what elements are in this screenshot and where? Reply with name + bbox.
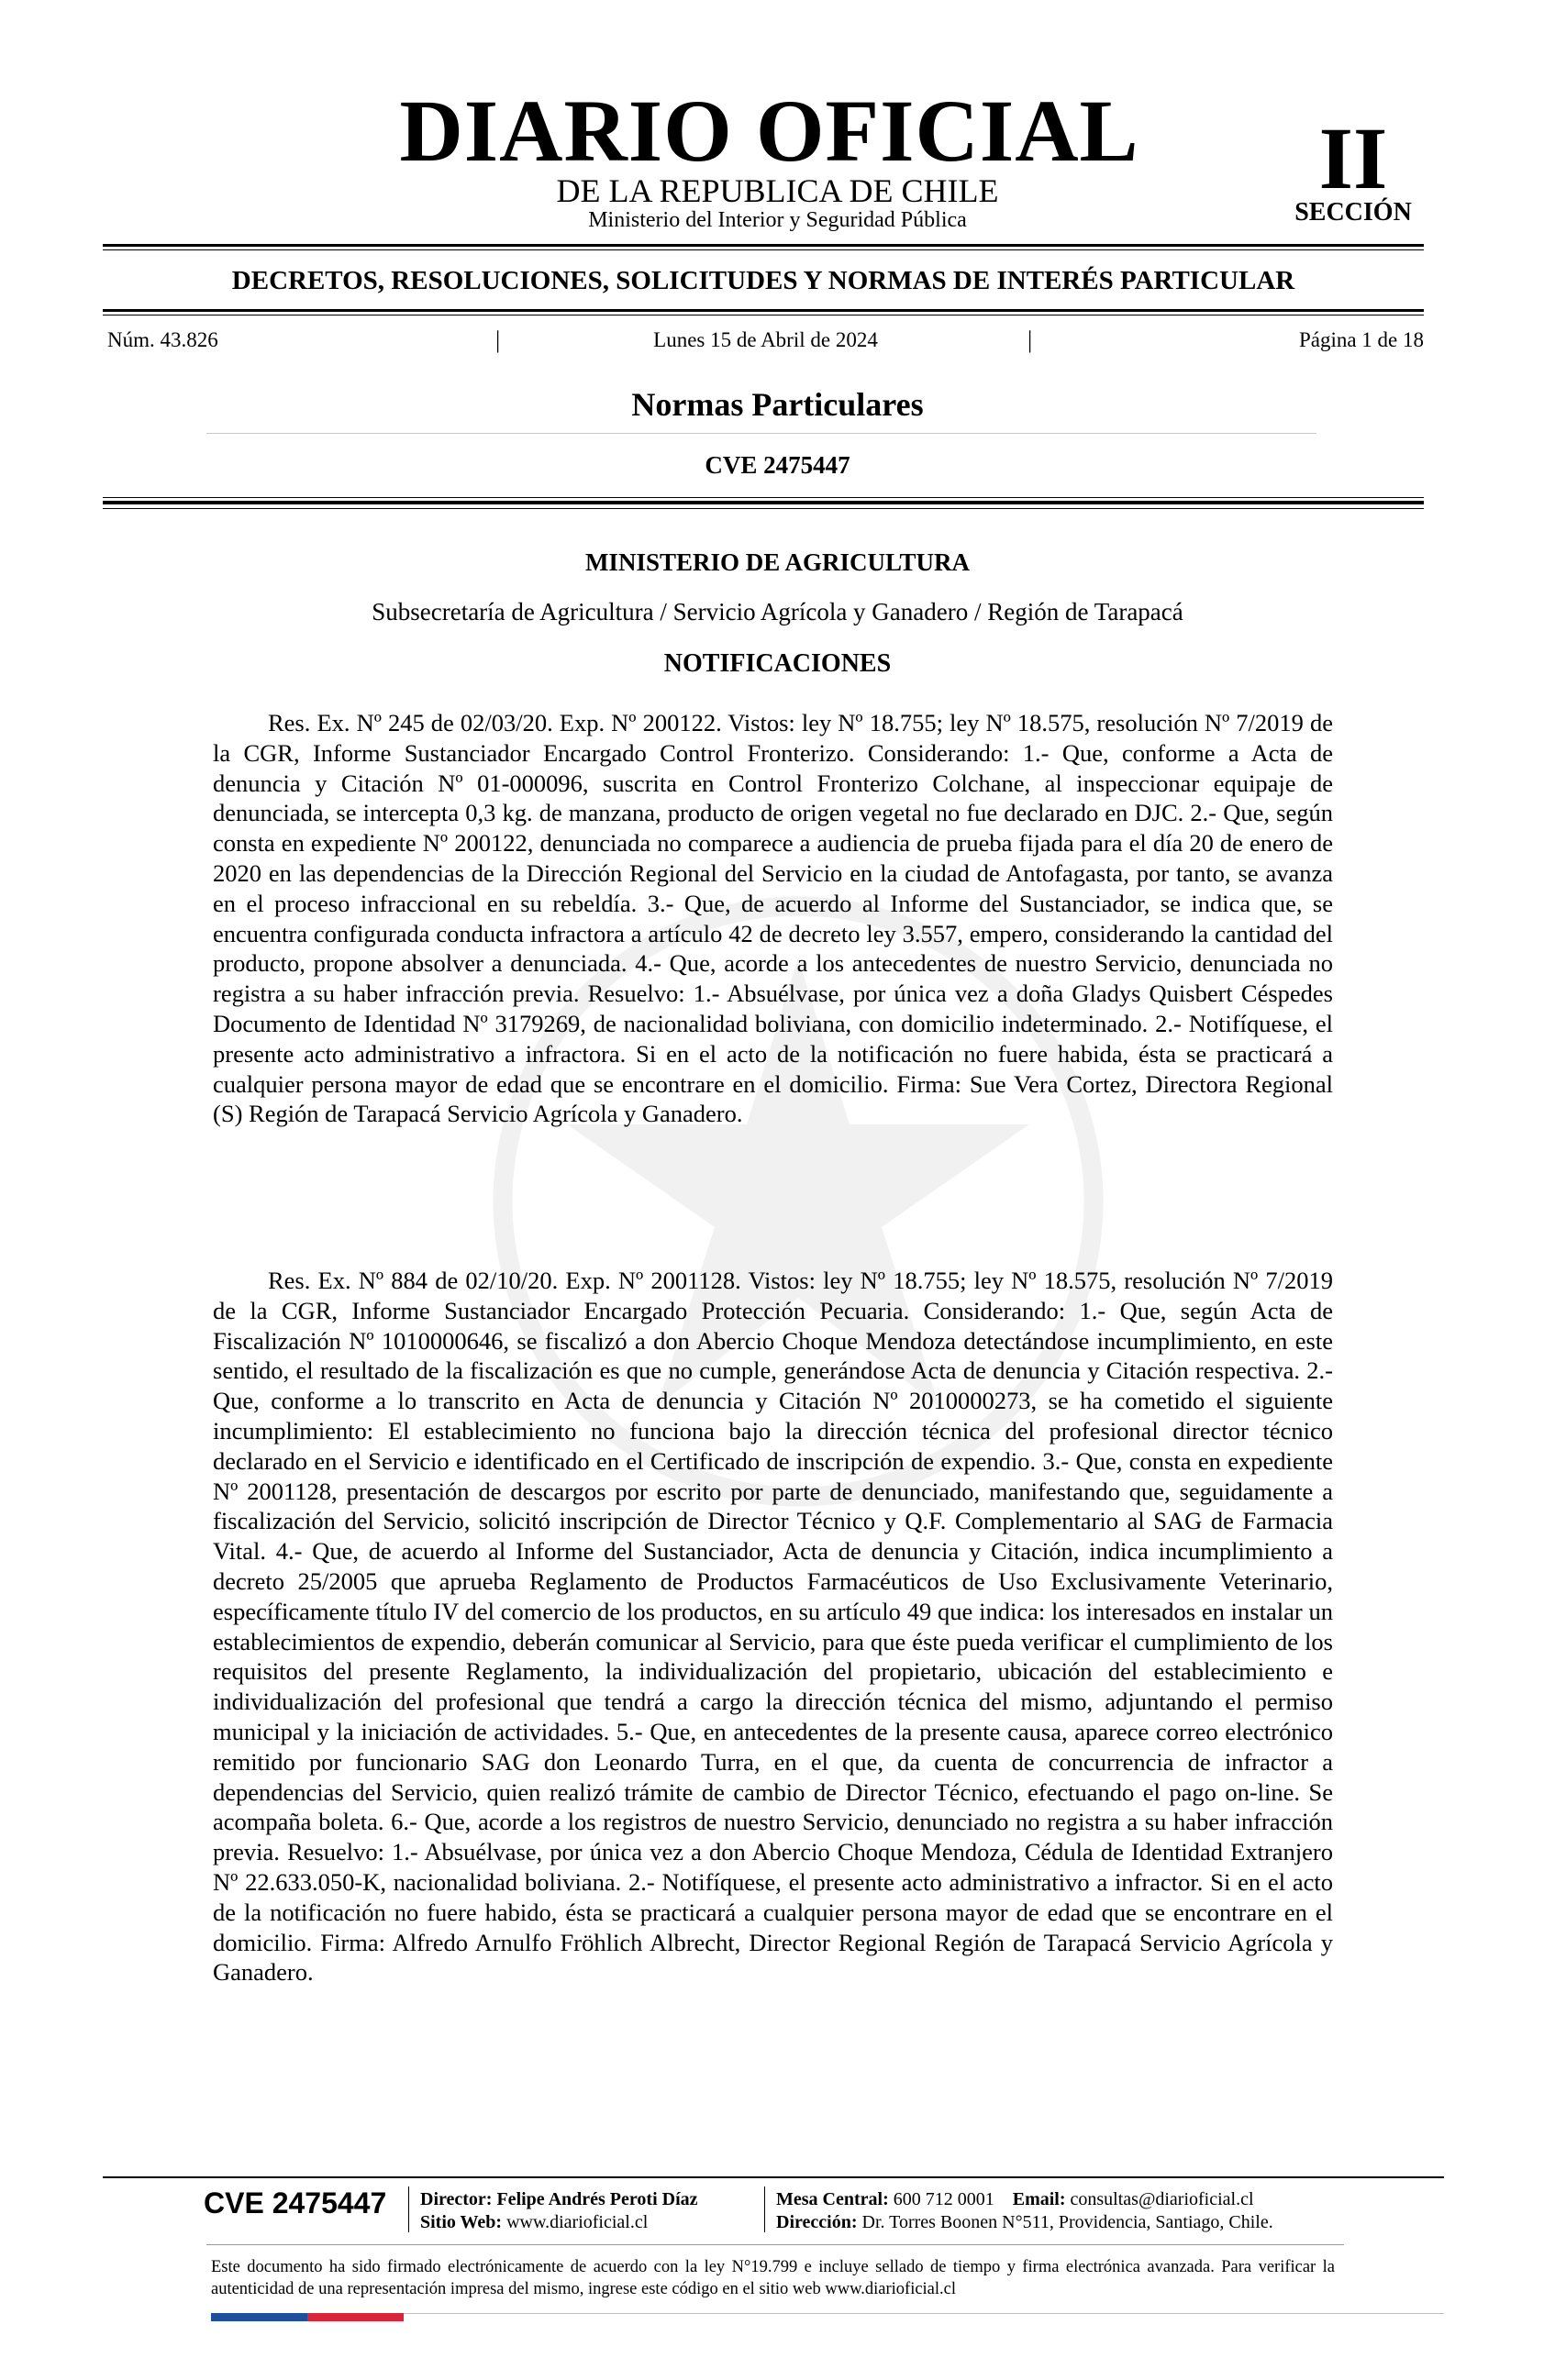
section-badge <box>1280 109 1427 227</box>
director-label: Director: <box>420 2189 493 2209</box>
flag-stripe <box>211 2309 404 2318</box>
website-link[interactable]: www.diarioficial.cl <box>506 2212 649 2232</box>
address-value: Dr. Torres Boonen N°511, Providencia, Santiago, Chile. <box>861 2212 1273 2232</box>
issue-info-row <box>107 328 1424 356</box>
newspaper-title: DIARIO OFICIAL <box>399 82 1139 180</box>
footer-rule <box>103 2176 1444 2178</box>
signature-notice: Este documento ha sido firmado electrónicamente de acuerdo con la ley N°19.799 e incluye sellado de tiempo y firma electrónica avanzada. Para verificar la autenticidad de una representación impresa del mismo, ingrese este código en el sitio web www.diarioficial.cl <box>211 2258 1335 2298</box>
section-divider <box>206 433 1316 434</box>
section-number: II <box>1318 109 1388 207</box>
masthead-rule-thick <box>103 244 1424 247</box>
section-label: SECCIÓN <box>1294 198 1412 227</box>
newspaper-ministry: Ministerio del Interior y Seguridad Pública <box>588 208 967 232</box>
footer-cve-code: CVE 2475447 <box>204 2186 387 2219</box>
cve-code: CVE 2475447 <box>705 451 850 479</box>
director-name: Felipe Andrés Peroti Díaz <box>496 2189 698 2209</box>
mesa-label: Mesa Central: <box>776 2189 889 2209</box>
newspaper-subtitle: DE LA REPUBLICA DE CHILE <box>556 172 999 209</box>
content-rule-thin <box>103 497 1424 498</box>
footer-director-block <box>420 2188 698 2234</box>
footer-divider <box>764 2186 765 2232</box>
banner-rule-thick <box>103 309 1424 312</box>
footer-subrule <box>206 2244 1344 2245</box>
footer-divider <box>408 2186 409 2232</box>
subsecretaria-line: Subsecretaría de Agricultura / Servicio Agrícola y Ganadero / Región de Tarapacá <box>372 598 1183 625</box>
email-label: Email: <box>1012 2189 1066 2209</box>
page-indicator: Página 1 de 18 <box>1298 328 1424 351</box>
issue-date: Lunes 15 de Abril de 2024 <box>653 328 878 351</box>
mesa-phone: 600 712 0001 <box>893 2189 994 2209</box>
section-banner: DECRETOS, RESOLUCIONES, SOLICITUDES Y NORMAS DE INTERÉS PARTICULAR <box>231 266 1295 295</box>
content-rule-thick <box>103 501 1424 504</box>
issue-number: Núm. 43.826 <box>107 328 218 351</box>
footer-grey-line <box>404 2313 1444 2314</box>
resolution-paragraph: Res. Ex. Nº 245 de 02/03/20. Exp. Nº 200122. Vistos: ley Nº 18.755; ley Nº 18.575, resolución Nº 7/2019 de la CGR, Informe Sustanciador Encargado Control Fronterizo. Considerando: 1.- Que, conforme a Acta de denuncia y Citación Nº 01-000096, suscrita en Control Fronterizo Colchane, al inspeccionar equipaje de denunciada, se intercepta 0,3 kg. de manzana, producto de origen vegetal no fue declarado en DJC. 2.- Que, según consta en expediente Nº 200122, denunciada no comparece a audiencia de prueba fijada para el día 20 de enero de 2020 en las dependencias de la Dirección Regional del Servicio en la ciudad de Antofagasta, por tanto, se avanza en el proceso infraccional en su rebeldía. 3.- Que, de acuerdo al Informe del Sustanciador, se indica que, se encuentra configurada conducta infractora a artículo 42 de decreto ley 3.557, empero, considerando la cantidad del producto, propone absolver a denunciada. 4.- Que, acorde a los antecedentes de nuestro Servicio, denunciada no registra a su haber infracción previa. Resuelvo: 1.- Absuélvase, por única vez a doña Gladys Quisbert Céspedes Documento de Identidad Nº 3179269, de nacionalidad boliviana, con domicilio indeterminado. 2.- Notifíquese, el presente acto administrativo a infractora. Si en el acto de la notificación no fuere habida, ésta se practicará a cualquier persona mayor de edad que se encontrare en el domicilio. Firma: Sue Vera Cortez, Directora Regional (S) Región de Tarapacá Servicio Agrícola y Ganadero. <box>213 709 1333 1128</box>
section-title: Normas Particulares <box>631 386 924 423</box>
issue-separator: | <box>495 327 501 353</box>
issue-separator: | <box>1027 327 1033 353</box>
resolution-paragraph: Res. Ex. Nº 884 de 02/10/20. Exp. Nº 2001128. Vistos: ley Nº 18.755; ley Nº 18.575, resolución Nº 7/2019 de la CGR, Informe Sustanciador Encargado Protección Pecuaria. Considerando: 1.- Que, según Acta de Fiscalización Nº 1010000646, se fiscalizó a don Abercio Choque Mendoza detectándose incumplimiento, en este sentido, el resultado de la fiscalización es que no cumple, generándose Acta de denuncia y Citación respectiva. 2.- Que, conforme a lo transcrito en Acta de denuncia y Citación Nº 2010000273, se ha cometido el siguiente incumplimiento: El establecimiento no funciona bajo la dirección técnica del profesional director técnico declarado en el Servicio e identificado en el Certificado de inscripción de expendio. 3.- Que, consta en expediente Nº 2001128, presentación de descargos por escrito por parte de denunciado, manifestando que, seguidamente a fiscalización del Servicio, solicitó inscripción de Director Técnico y Q.F. Complementario al SAG de Farmacia Vital. 4.- Que, de acuerdo al Informe del Sustanciador, Acta de denuncia y Citación, indica incumplimiento a decreto 25/2005 que aprueba Reglamento de Productos Farmacéuticos de Uso Exclusivamente Veterinario, específicamente título IV del comercio de los productos, en su artículo 49 que indica: los interesados en instalar un establecimientos de expendio, deberán comunicar al Servicio, para que éste pueda verificar el cumplimiento de los requisitos del presente Reglamento, la individualización del propietario, ubicación del establecimiento e individualización del profesional que tendrá a cargo la dirección técnica del mismo, adjuntando el permiso municipal y la iniciación de actividades. 5.- Que, en antecedentes de la presente causa, aparece correo electrónico remitido por funcionario SAG don Leonardo Turra, en el que, da cuenta de concurrencia de infractor a dependencias del Servicio, quien realizó trámite de cambio de Director Técnico, efectuando el pago on-line. Se acompaña boleta. 6.- Que, acorde a los registros de nuestro Servicio, denunciado no registra a su haber infracción previa. Resuelvo: 1.- Absuélvase, por única vez a don Abercio Choque Mendoza, Cédula de Identidad Extranjero Nº 22.633.050-K, nacionalidad boliviana. 2.- Notifíquese, el presente acto administrativo a infractor. Si en el acto de la notificación no fuere habido, ésta se practicará a cualquier persona mayor de edad que se encontrare en el domicilio. Firma: Alfredo Arnulfo Fröhlich Albrecht, Director Regional Región de Tarapacá Servicio Agrícola y Ganadero. <box>213 1267 1333 1987</box>
footer-contact-block <box>776 2188 1273 2234</box>
content-rule-thin <box>103 508 1424 509</box>
flag-red-segment <box>307 2313 404 2321</box>
address-label: Dirección: <box>776 2212 858 2232</box>
email-link[interactable]: consultas@diarioficial.cl <box>1070 2189 1254 2209</box>
notifications-heading: NOTIFICACIONES <box>663 649 892 678</box>
ministry-heading: MINISTERIO DE AGRICULTURA <box>584 548 971 576</box>
flag-blue-segment <box>211 2313 307 2321</box>
masthead-rule-thin <box>103 249 1424 250</box>
website-label: Sitio Web: <box>420 2212 503 2232</box>
